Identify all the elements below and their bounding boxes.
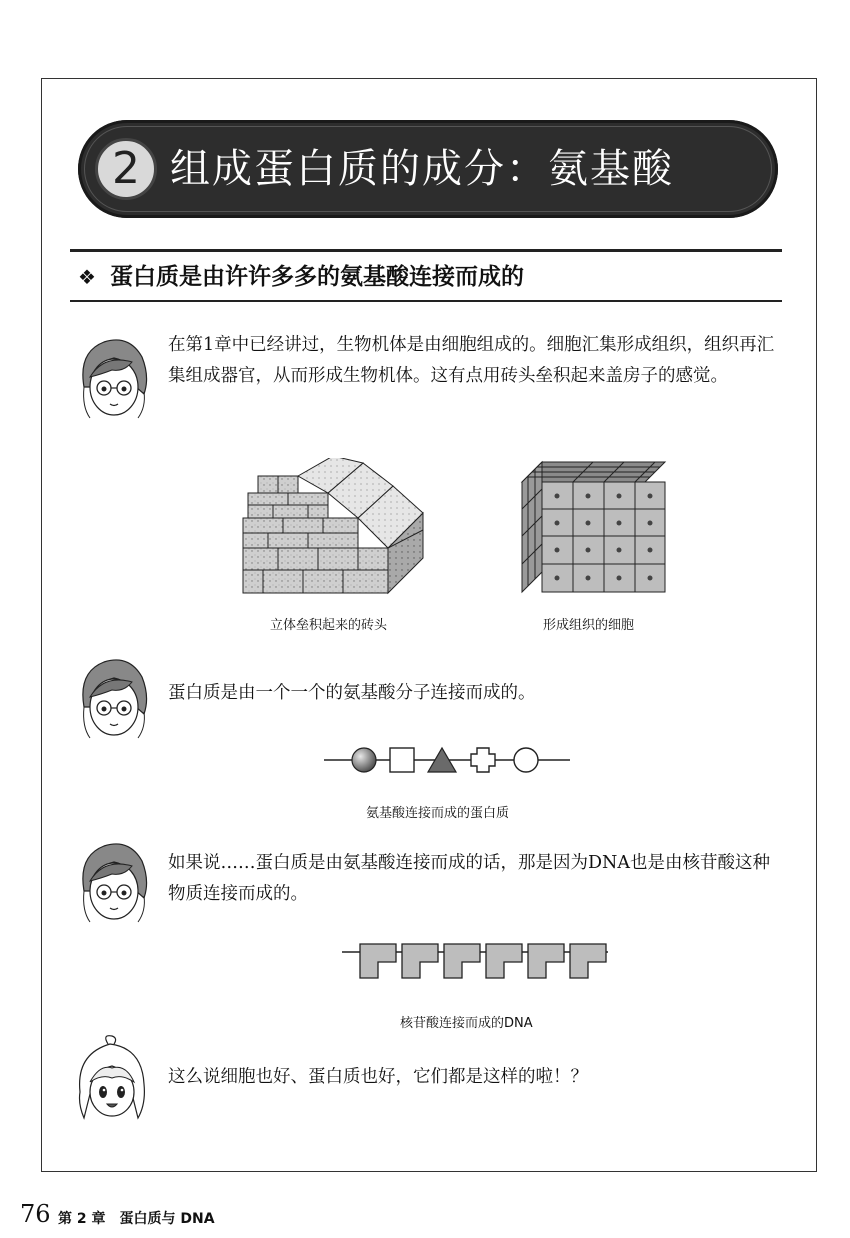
nucleotide-icon xyxy=(570,944,606,978)
circle-icon xyxy=(514,748,538,772)
section-number-badge: 2 xyxy=(95,138,157,200)
nucleotide-icon xyxy=(528,944,564,978)
dialogue-text-4: 这么说细胞也好、蛋白质也好，它们都是这样的啦！？ xyxy=(168,1067,588,1087)
dialogue-text-1: 在第1章中已经讲过，生物机体是由细胞组成的。细胞汇集形成组织，组织再汇集组成器官，从而形成生物机体。这有点用砖头垒积起来盖房子的感觉。 xyxy=(168,335,775,386)
dialogue-text-3: 如果说……蛋白质是由氨基酸连接而成的话，那是因为DNA也是由核苷酸这种物质连接而成的。 xyxy=(168,853,770,904)
nucleotide-icon xyxy=(486,944,522,978)
protein-caption: 氨基酸连接而成的蛋白质 xyxy=(366,806,510,821)
heading-rule-bottom xyxy=(70,300,782,302)
cells-caption: 形成组织的细胞 xyxy=(543,618,635,633)
cross-icon xyxy=(471,748,495,772)
dna-caption: 核苷酸连接而成的DNA xyxy=(400,1016,533,1031)
section-heading xyxy=(78,256,524,298)
cell-cube-figure xyxy=(520,460,670,600)
section-heading-text: 蛋白质是由许许多多的氨基酸连接而成的 xyxy=(109,264,524,290)
glasses-girl-avatar-icon xyxy=(74,652,152,740)
nucleotide-chain-figure xyxy=(340,938,610,984)
sphere-icon xyxy=(352,748,376,772)
glasses-girl-avatar-icon xyxy=(74,836,152,924)
ahoge-girl-avatar-icon xyxy=(72,1034,150,1122)
chapter-footer-label: 第 2 章 蛋白质与 DNA xyxy=(58,1211,215,1227)
amino-acid-chain-figure xyxy=(322,740,572,780)
nucleotide-icon xyxy=(402,944,438,978)
glasses-girl-avatar-icon xyxy=(74,332,152,420)
nucleotide-icon xyxy=(444,944,480,978)
dialogue-text-2: 蛋白质是由一个一个的氨基酸分子连接而成的。 xyxy=(168,683,536,703)
square-icon xyxy=(390,748,414,772)
bricks-caption: 立体垒积起来的砖头 xyxy=(270,618,388,633)
diamond-bullet-icon: ❖ xyxy=(78,265,96,289)
stacked-bricks-figure xyxy=(238,458,428,598)
page-number: 76 xyxy=(20,1200,51,1228)
page-frame xyxy=(41,78,817,1172)
nucleotide-icon xyxy=(360,944,396,978)
heading-rule-top xyxy=(70,249,782,252)
section-title: 组成蛋白质的成分：氨基酸 xyxy=(170,146,674,192)
